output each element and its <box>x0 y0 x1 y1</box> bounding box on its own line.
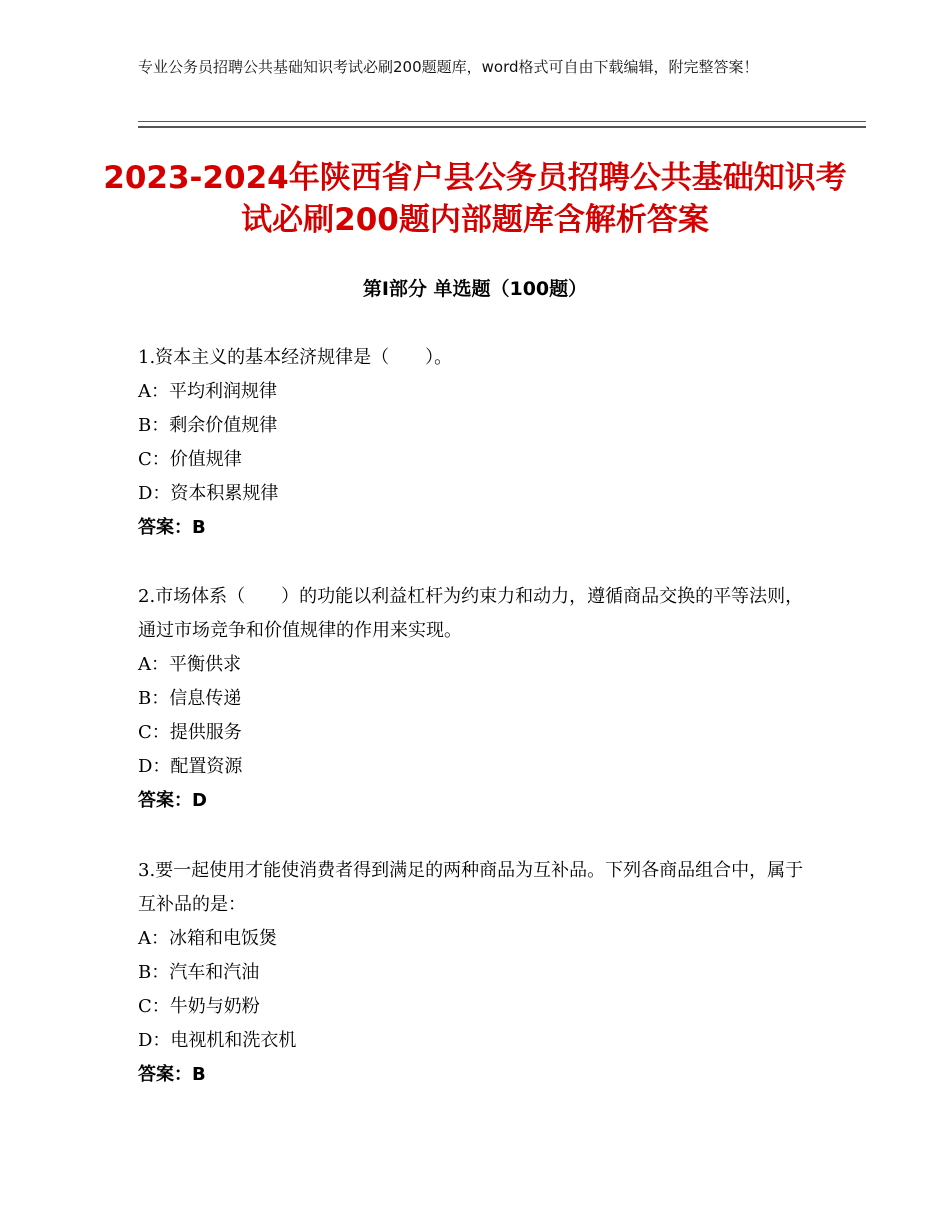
question-stem: 3.要一起使用才能使消费者得到满足的两种商品为互补品。下列各商品组合中，属于互补品的是： <box>138 860 804 915</box>
question-block <box>138 580 818 818</box>
page-header-note: 专业公务员招聘公共基础知识考试必刷200题题库，word格式可自由下载编辑，附完整答案！ <box>138 58 759 76</box>
option-b: B：剩余价值规律 <box>138 415 278 436</box>
document-title: 2023-2024年陕西省户县公务员招聘公共基础知识考试必刷200题内部题库含解析答案 <box>103 160 847 238</box>
question-block <box>138 341 818 545</box>
option-a: A：平衡供求 <box>138 654 241 675</box>
option-c: C：价值规律 <box>138 449 242 470</box>
option-c: C：提供服务 <box>138 722 242 743</box>
option-a: A：平均利润规律 <box>138 381 277 402</box>
option-a: A：冰箱和电饭煲 <box>138 928 277 949</box>
question-stem: 1.资本主义的基本经济规律是（ ）。 <box>138 347 453 368</box>
answer-line: 答案：B <box>138 517 206 538</box>
option-c: C：牛奶与奶粉 <box>138 996 260 1017</box>
option-d: D：资本积累规律 <box>138 483 279 504</box>
option-b: B：汽车和汽油 <box>138 962 260 983</box>
answer-line: 答案：B <box>138 1064 206 1085</box>
option-d: D：电视机和洗衣机 <box>138 1030 297 1051</box>
option-b: B：信息传递 <box>138 688 242 709</box>
question-block <box>138 854 818 1092</box>
option-d: D：配置资源 <box>138 756 243 777</box>
question-stem: 2.市场体系（ ）的功能以利益杠杆为约束力和动力，遵循商品交换的平等法则，通过市场竞争和价值规律的作用来实现。 <box>138 586 804 641</box>
section-heading: 第Ⅰ部分 单选题（100题） <box>362 278 588 300</box>
answer-line: 答案：D <box>138 790 207 811</box>
header-divider <box>138 121 866 128</box>
